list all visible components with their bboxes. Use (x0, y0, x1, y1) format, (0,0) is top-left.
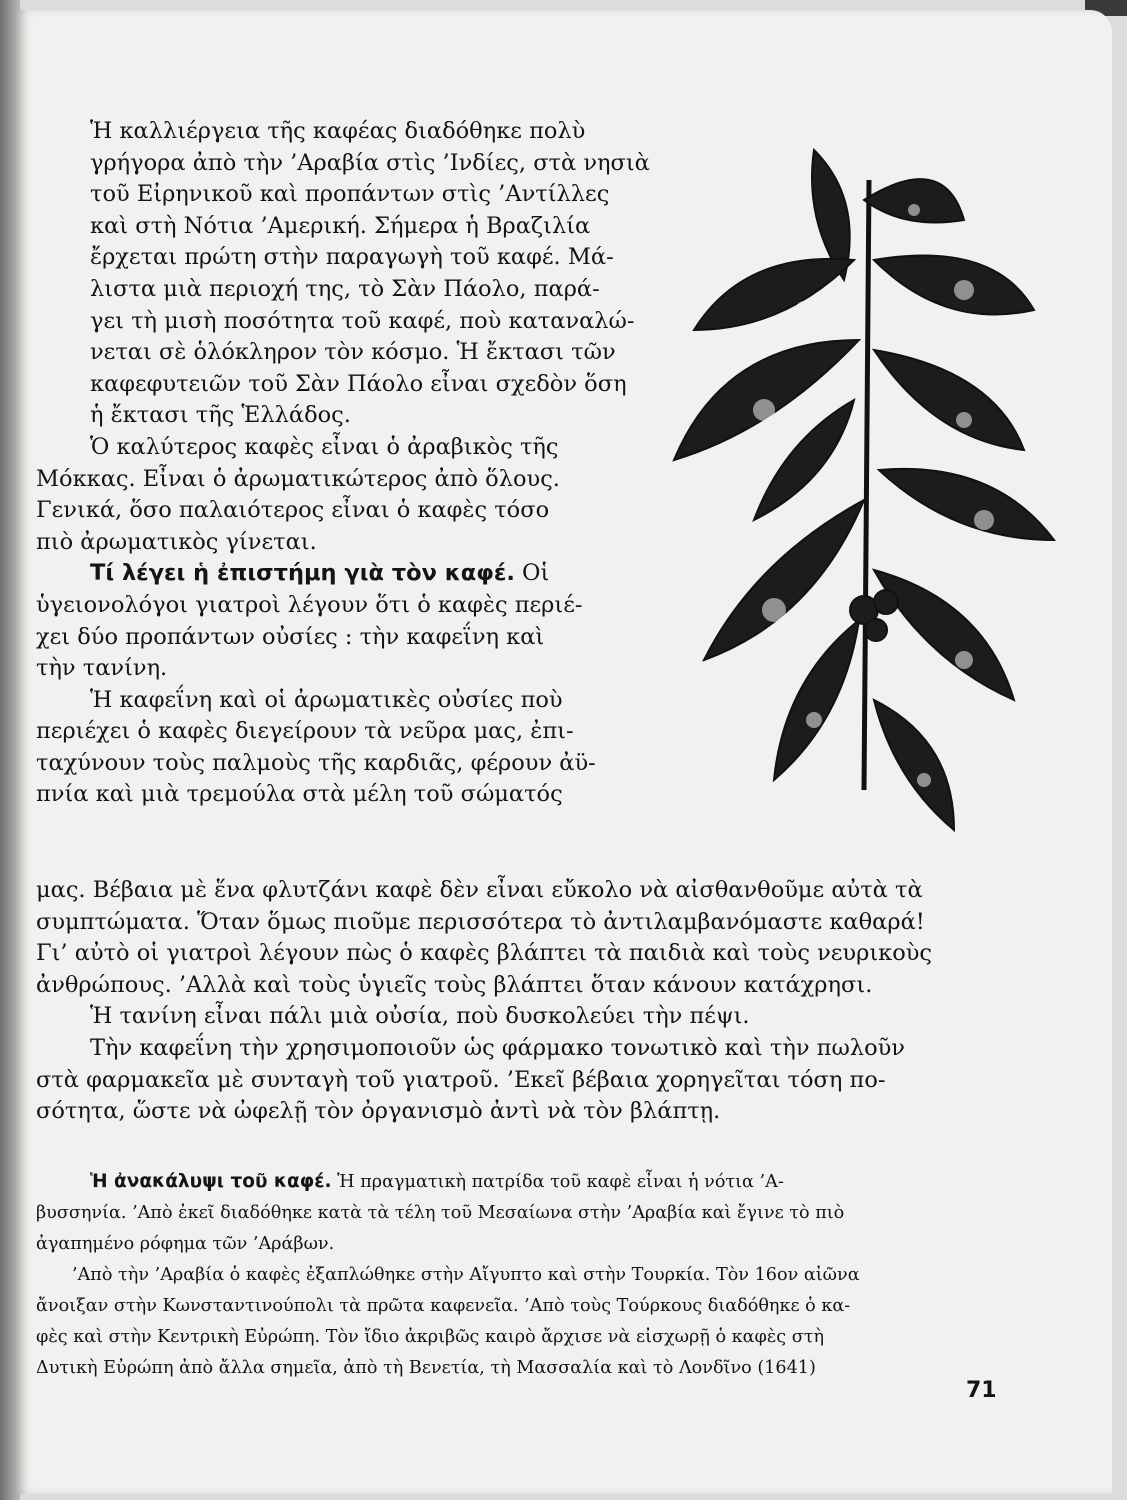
text-line: Δυτικὴ Εὐρώπη ἀπὸ ἄλλα σημεῖα, ἀπὸ τὴ Βενετία, τὴ Μασσαλία καὶ τὸ Λονδῖνο (1641) (36, 1358, 816, 1378)
text-line: Τὴν καφεΐνη τὴν χρησιμοποιοῦν ὡς φάρμακο τονωτικὸ καὶ τὴν πωλοῦν (90, 1034, 905, 1061)
text-line: Ἡ καλλιέργεια τῆς καφέας διαδόθηκε πολὺ (90, 118, 586, 144)
text-line: φὲς καὶ στὴν Κεντρικὴ Εὐρώπη. Τὸν ἴδιο ἀκριβῶς καιρὸ ἄρχισε νὰ εἰσχωρῇ ὁ καφὲς στὴ (36, 1327, 825, 1347)
paragraph-pharmacy (36, 1033, 996, 1128)
text-line: μας. Βέβαια μὲ ἕνα φλυτζάνι καφὲ δὲν εἶναι εὔκολο νὰ αἰσθανθοῦμε αὐτὰ τὰ (36, 877, 923, 903)
text-line: καὶ στὴ Νότια ’Αμερική. Σήμερα ἡ Βραζιλία (90, 212, 591, 239)
text-line: καφεφυτειῶν τοῦ Σὰν Πάολο εἶναι σχεδὸν ὅση (90, 370, 627, 397)
text-line: ταχύνουν τοὺς παλμοὺς τῆς καρδιᾶς, φέρουν ἀϋ- (36, 749, 596, 776)
text-line: τοῦ Εἰρηνικοῦ καὶ προπάντων στὶς ’Αντίλλες (90, 181, 610, 208)
text-line: πνία καὶ μιὰ τρεμούλα στὰ μέλη τοῦ σώματός (36, 781, 563, 808)
paragraph-cultivation (36, 116, 654, 432)
text-line: ἀνθρώπους. ’Αλλὰ καὶ τοὺς ὑγιεῖς τοὺς βλάπτει ὅταν κάνουν κατάχρησι. (36, 971, 873, 998)
text-span: Ἡ πραγματικὴ πατρίδα τοῦ καφὲ εἶναι ἡ νότια ’Α- (331, 1172, 784, 1192)
text-line: στὰ φαρμακεῖα μὲ συνταγὴ τοῦ γιατροῦ. ’Εκεῖ βέβαια χορηγεῖται τόση πο- (36, 1066, 886, 1093)
text-line: ἀγαπημένο ρόφημα τῶν ’Αράβων. (36, 1234, 335, 1254)
text-line: ἄνοιξαν στὴν Κωνσταντινούπολι τὰ πρῶτα καφενεῖα. ’Απὸ τοὺς Τούρκους διαδόθηκε ὁ κα- (36, 1296, 851, 1316)
text-span: Οἱ (514, 560, 550, 587)
paragraph-spread (36, 1260, 994, 1384)
small-print-section (36, 1166, 994, 1384)
text-line: ὑγειονολόγοι γιατροὶ λέγουν ὅτι ὁ καφὲς περιέ- (36, 591, 583, 618)
coffee-plant-icon (664, 140, 1064, 840)
text-line: λιστα μιὰ περιοχή της, τὸ Σὰν Πάολο, παρά- (90, 275, 600, 302)
text-column (36, 116, 654, 811)
text-line: ἡ ἔκτασι τῆς Ἑλλάδος. (90, 402, 351, 429)
text-line: γρήγορα ἀπὸ τὴν ’Αραβία στὶς ’Ινδίες, στὰ νησιὰ (90, 149, 650, 176)
paragraph-mocha (36, 432, 654, 558)
text-line: Ἡ τανίνη εἶναι πάλι μιὰ οὐσία, ποὺ δυσκολεύει τὴν πέψι. (90, 1003, 750, 1030)
section-heading-discovery: Ἡ ἀνακάλυψι τοῦ καφέ. (90, 1171, 332, 1192)
text-line: ’Απὸ τὴν ’Αραβία ὁ καφὲς ἐξαπλώθηκε στὴν Αἴγυπτο καὶ στὴν Τουρκία. Τὸν 16ον αἰῶνα (72, 1265, 860, 1285)
text-line: Ὁ καλύτερος καφὲς εἶναι ὁ ἀραβικὸς τῆς (90, 433, 559, 460)
text-line (36, 558, 654, 590)
text-line: νεται σὲ ὁλόκληρον τὸν κόσμο. Ἡ ἔκτασι τῶν (90, 339, 616, 366)
text-line: Γενικά, ὅσο παλαιότερος εἶναι ὁ καφὲς τόσο (36, 497, 550, 524)
text-line: γει τὴ μισὴ ποσότητα τοῦ καφέ, ποὺ καταναλώ- (90, 307, 635, 334)
page-number: 71 (966, 1378, 997, 1403)
text-line: συμπτώματα. Ὅταν ὅμως πιοῦμε περισσότερα τὸ ἀντιλαμβανόμαστε καθαρά! (36, 908, 925, 935)
paragraph-science (36, 558, 654, 684)
text-line: Ἡ καφεΐνη καὶ οἱ ἀρωματικὲς οὐσίες ποὺ (90, 686, 563, 713)
text-line: ἔρχεται πρώτη στὴν παραγωγὴ τοῦ καφέ. Μά- (90, 244, 614, 271)
paragraph-caffeine-start (36, 685, 654, 811)
paragraph-caffeine-end (36, 875, 996, 1001)
text-line: χει δύο προπάντων οὐσίες : τὴν καφεΐνη καὶ (36, 623, 545, 650)
text-line: βυσσηνία. ’Απὸ ἐκεῖ διαδόθηκε κατὰ τὰ τέλη τοῦ Μεσαίωνα στὴν ’Αραβία καὶ ἔγινε τὸ πιὸ (36, 1203, 845, 1223)
text-line: περιέχει ὁ καφὲς διεγείρουν τὰ νεῦρα μας, ἐπι- (36, 718, 574, 745)
text-line (36, 1166, 994, 1198)
text-line: πιὸ ἀρωματικὸς γίνεται. (36, 528, 317, 555)
text-line: Μόκκας. Εἶναι ὁ ἀρωματικώτερος ἀπὸ ὅλους. (36, 465, 560, 492)
paragraph-discovery (36, 1166, 994, 1260)
text-line: τὴν τανίνη. (36, 655, 168, 682)
full-width-text (36, 875, 996, 1128)
paragraph-tannin (36, 1001, 996, 1033)
text-line: Γι’ αὐτὸ οἱ γιατροὶ λέγουν πὼς ὁ καφὲς βλάπτει τὰ παιδιὰ καὶ τοὺς νευρικοὺς (36, 940, 933, 967)
text-line: σότητα, ὥστε νὰ ὠφελῇ τὸν ὀργανισμὸ ἀντὶ νὰ τὸν βλάπτῃ. (36, 1098, 721, 1125)
section-heading-science: Τί λέγει ἡ ἐπιστήμη γιὰ τὸν καφέ. (90, 560, 515, 587)
